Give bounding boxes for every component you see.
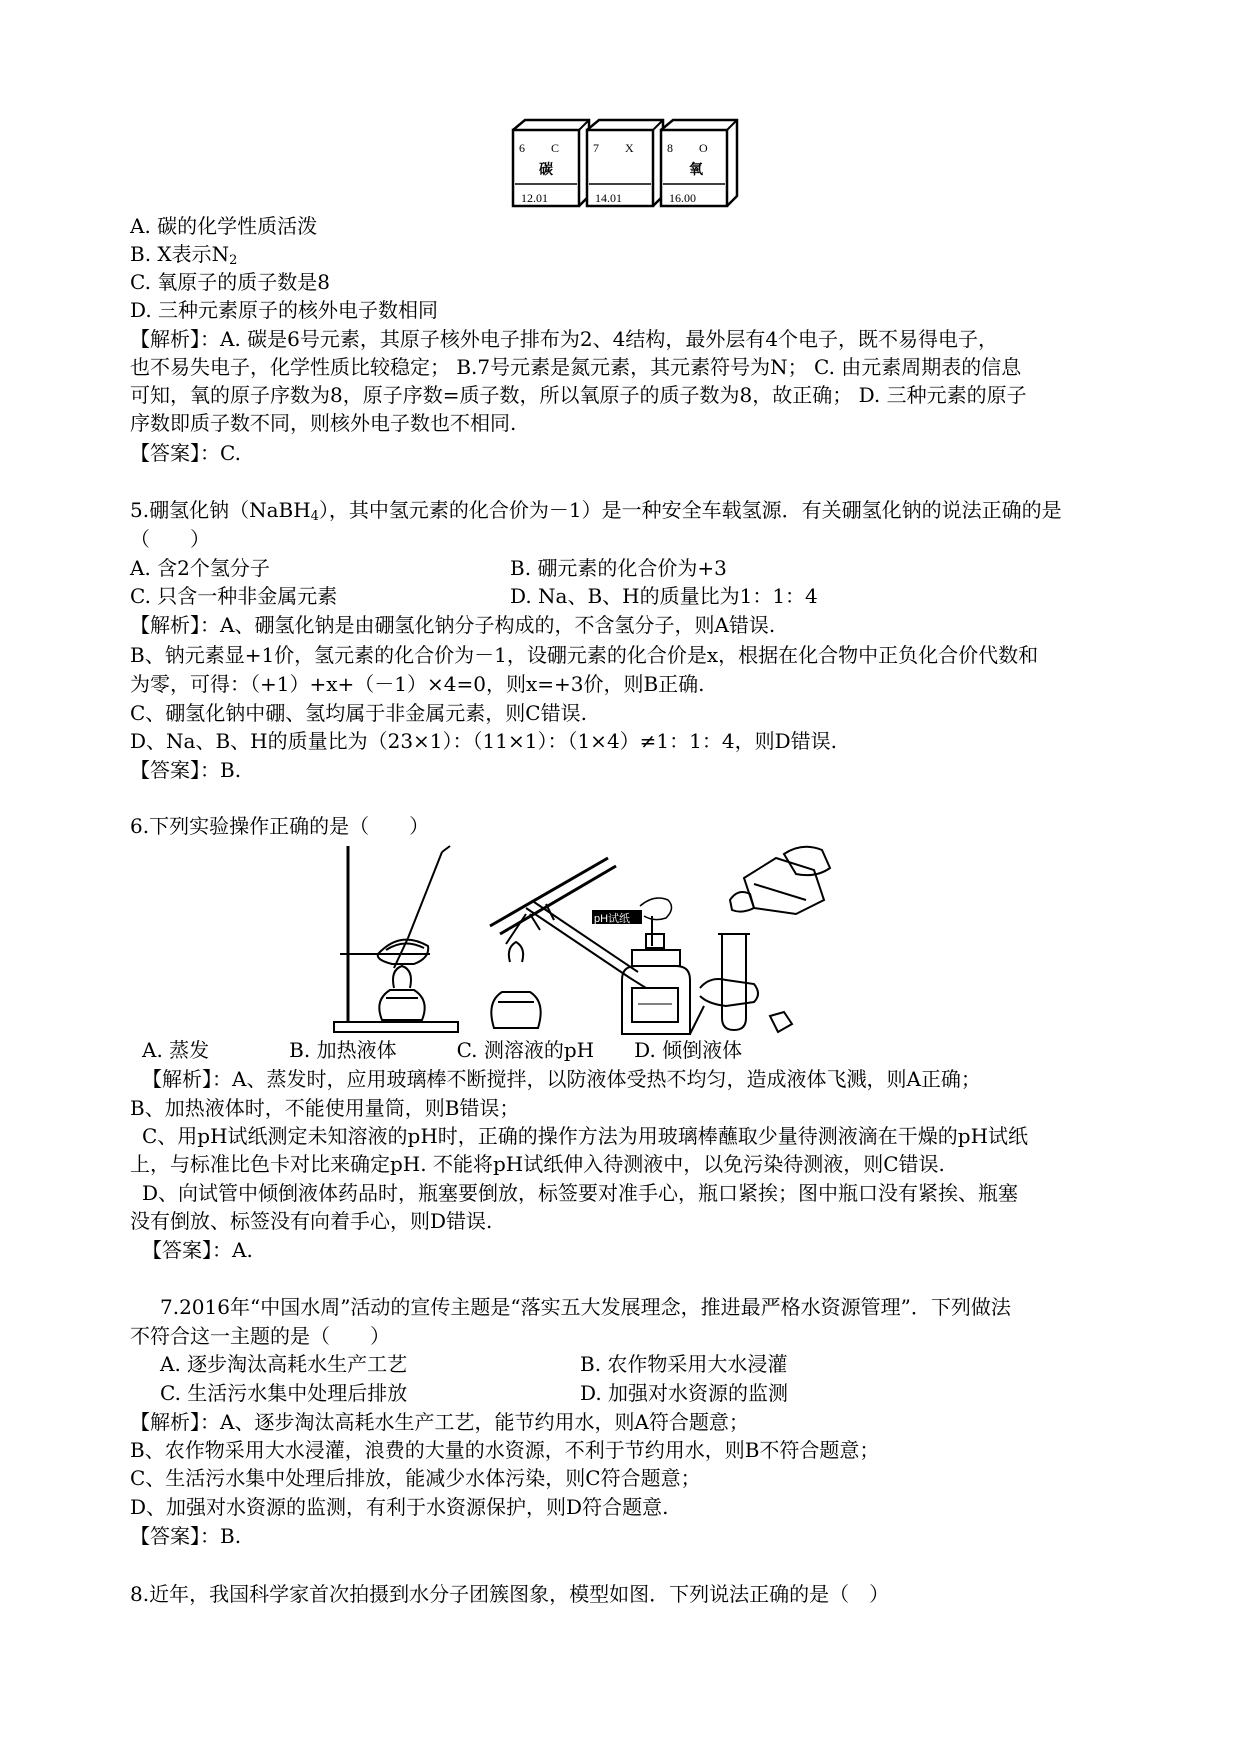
cell-mass: 16.00 bbox=[669, 191, 696, 205]
q6-stem: 6.下列实验操作正确的是（ ） bbox=[130, 814, 430, 838]
q7-option-d: D. 加强对水资源的监测 bbox=[580, 1381, 789, 1405]
q7-analysis-line: 【解析】：A、逐步淘汰高耗水生产工艺，能节约用水，则A符合题意； bbox=[130, 1410, 749, 1434]
q4-analysis-line: 【解析】：A. 碳是6号元素，其原子核外电子排布为2、4结构，最外层有4个电子，既不易得电子， bbox=[130, 327, 999, 351]
q5-option-d: D. Na、B、H的质量比为1：1：4 bbox=[510, 584, 818, 608]
q5-analysis-line: B、钠元素显+1价，氢元素的化合价为－1，设硼元素的化合价是x，根据在化合物中正负化合价代数和 bbox=[130, 643, 1039, 667]
q7-stem: 7.2016年“中国水周”活动的宣传主题是“落实五大发展理念，推进最严格水资源管理”．下列做法 bbox=[160, 1295, 1011, 1319]
cell-name: 碳 bbox=[539, 163, 553, 178]
cell-symbol: X bbox=[625, 141, 634, 155]
q5-analysis-line: D、Na、B、H的质量比为（23×1）：（11×1）：（1×4）≠1：1：4，则D错误. bbox=[130, 729, 837, 753]
q4-answer: 【答案】：C. bbox=[130, 441, 241, 465]
cell-symbol: O bbox=[699, 141, 708, 155]
q7-analysis-line: C、生活污水集中处理后排放，能减少水体污染，则C符合题意； bbox=[130, 1466, 701, 1490]
q6-analysis-line: 上，与标准比色卡对比来确定pH. 不能将pH试纸伸入待测液中，以免污染待测液，则C错误. bbox=[130, 1152, 945, 1176]
cell-symbol: C bbox=[551, 141, 560, 155]
q7-option-a: A. 逐步淘汰高耗水生产工艺 bbox=[160, 1352, 408, 1376]
evaporation-apparatus bbox=[334, 846, 458, 1032]
q6-answer: 【答案】：A. bbox=[142, 1238, 253, 1262]
q5-option-a: A. 含2个氢分子 bbox=[130, 556, 270, 580]
q6-analysis-line: B、加热液体时，不能使用量筒，则B错误； bbox=[130, 1096, 520, 1120]
q7-option-c: C. 生活污水集中处理后排放 bbox=[160, 1381, 408, 1405]
q6-analysis-line: C、用pH试纸测定未知溶液的pH时，正确的操作方法为用玻璃棒蘸取少量待测液滴在干燥的pH试纸 bbox=[142, 1124, 1029, 1148]
cell-name: 氧 bbox=[689, 163, 703, 178]
q4-option-d: D. 三种元素原子的核外电子数相同 bbox=[130, 298, 439, 322]
q4-option-a: A. 碳的化学性质活泼 bbox=[130, 214, 318, 238]
lab-operations-figure bbox=[330, 838, 900, 1038]
q7-analysis-line: B、农作物采用大水浸灌，浪费的大量的水资源，不利于节约用水，则B不符合题意； bbox=[130, 1438, 880, 1462]
q5-stem-subscript: 4 bbox=[310, 509, 319, 524]
q5-stem bbox=[130, 498, 1062, 529]
q4-analysis-line: 序数即质子数不同，则核外电子数也不相同. bbox=[130, 411, 517, 435]
cell-mass: 12.01 bbox=[521, 191, 548, 205]
cell-mass: 14.01 bbox=[595, 191, 622, 205]
q7-answer: 【答案】：B. bbox=[130, 1524, 242, 1548]
cell-number: 8 bbox=[667, 141, 673, 155]
q4-analysis-line: 可知，氧的原子序数为8，原子序数=质子数，所以氧原子的质子数为8，故正确； D. 三种元素的原子 bbox=[130, 383, 1027, 407]
cell-number: 6 bbox=[519, 141, 525, 155]
ph-paper-label: pH试纸 bbox=[594, 913, 631, 925]
q5-stem-text-cont: ），其中氢元素的化合价为－1）是一种安全车载氢源．有关硼氢化钠的说法正确的是 bbox=[318, 498, 1062, 522]
q7-stem-cont: 不符合这一主题的是（ ） bbox=[130, 1324, 390, 1348]
periodic-table-figure bbox=[505, 118, 741, 210]
q4-analysis-line: 也不易失电子，化学性质比较稳定； B.7号元素是氮元素，其元素符号为N； C. 由元素周期表的信息 bbox=[130, 355, 1022, 379]
q5-stem-bracket: （ ） bbox=[130, 527, 210, 551]
ph-test-apparatus bbox=[592, 898, 690, 1034]
q8-stem: 8.近年，我国科学家首次拍摄到水分子团簇图象，模型如图．下列说法正确的是（ ） bbox=[130, 1582, 890, 1606]
q5-stem-text: 5.硼氢化钠（NaBH bbox=[130, 498, 311, 522]
q4-option-b-text: B. X表示N bbox=[130, 242, 230, 266]
q4-option-b bbox=[130, 242, 237, 273]
q5-option-b: B. 硼元素的化合价为+3 bbox=[510, 556, 727, 580]
q6-analysis-line: D、向试管中倾倒液体药品时，瓶塞要倒放，标签要对准手心，瓶口紧挨；图中瓶口没有紧挨、瓶塞 bbox=[142, 1181, 1019, 1205]
q6-captions: A. 蒸发 B. 加热液体 C. 测溶液的pH D. 倾倒液体 bbox=[142, 1038, 743, 1062]
q6-analysis-line: 没有倒放、标签没有向着手心，则D错误. bbox=[130, 1209, 493, 1233]
q7-analysis-line: D、加强对水资源的监测，有利于水资源保护，则D符合题意. bbox=[130, 1495, 669, 1519]
q4-option-b-subscript: 2 bbox=[229, 253, 238, 268]
q5-option-c: C. 只含一种非金属元素 bbox=[130, 584, 338, 608]
q4-option-c: C. 氧原子的质子数是8 bbox=[130, 270, 331, 294]
pouring-liquid-apparatus bbox=[690, 847, 830, 1034]
q5-analysis-line: 【解析】：A、硼氢化钠是由硼氢化钠分子构成的，不含氢分子，则A错误. bbox=[130, 613, 776, 637]
q5-analysis-line: 为零，可得：（+1）+x+（－1）×4=0，则x=+3价，则B正确. bbox=[130, 672, 705, 696]
q6-analysis-line: 【解析】：A、蒸发时，应用玻璃棒不断搅拌，以防液体受热不均匀，造成液体飞溅，则A正确； bbox=[142, 1067, 981, 1091]
q7-option-b: B. 农作物采用大水浸灌 bbox=[580, 1352, 788, 1376]
q5-answer: 【答案】：B. bbox=[130, 758, 242, 782]
cell-number: 7 bbox=[593, 141, 599, 155]
q5-analysis-line: C、硼氢化钠中硼、氢均属于非金属元素，则C错误. bbox=[130, 701, 587, 725]
